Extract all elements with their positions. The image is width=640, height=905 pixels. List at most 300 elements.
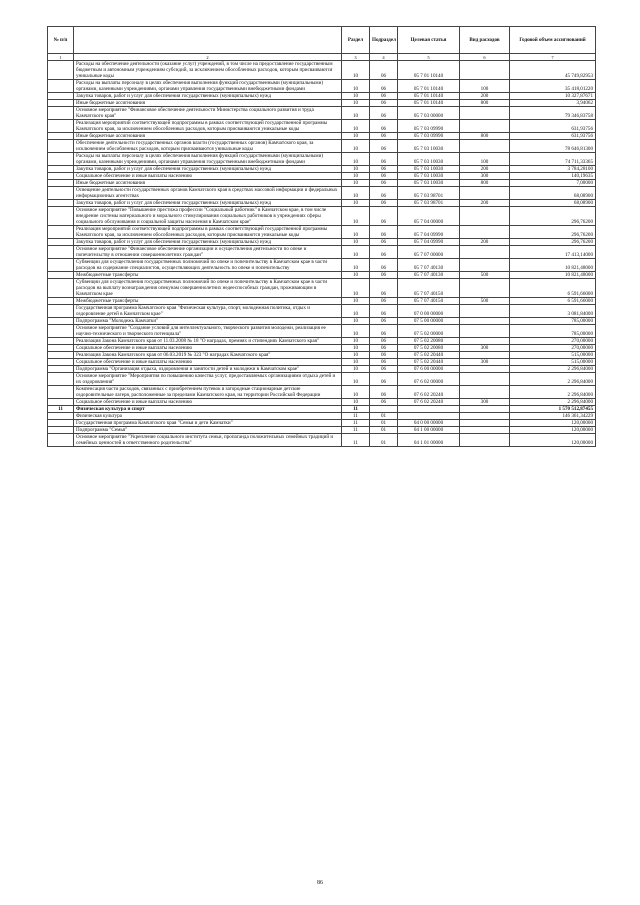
row-razdel: 10: [342, 298, 370, 305]
row-amount: 120,00000: [510, 420, 596, 427]
row-podrazdel: 01: [370, 413, 398, 420]
row-expense-type: 200: [460, 200, 510, 207]
table-row: [48, 399, 596, 406]
row-expense-type: 500: [460, 298, 510, 305]
row-expense-type: 100: [460, 153, 510, 166]
row-target-article: 05 7 03 10030: [398, 153, 460, 166]
row-razdel: 10: [342, 352, 370, 359]
row-amount: 631,93756: [510, 133, 596, 140]
row-razdel: 10: [342, 133, 370, 140]
table-row: [48, 325, 596, 338]
row-number: [48, 338, 74, 345]
table-row: [48, 406, 596, 413]
row-target-article: 05 7 03 98701: [398, 200, 460, 207]
row-amount: 2 296,84000: [510, 366, 596, 373]
row-razdel: 10: [342, 107, 370, 120]
row-target-article: 05 7 01 10140: [398, 61, 460, 80]
row-expense-type: [460, 386, 510, 399]
table-row: [48, 120, 596, 133]
row-number: [48, 226, 74, 239]
row-number: [48, 80, 74, 93]
row-expense-type: [460, 420, 510, 427]
row-name: Основное мероприятие "Финансовое обеспечение деятельности Министерства социального развития и труда Камчатского края": [74, 107, 342, 120]
table-row: [48, 187, 596, 200]
row-target-article: 05 7 07 40150: [398, 298, 460, 305]
row-expense-type: 200: [460, 239, 510, 246]
row-name: Основное мероприятие "Укрепление социального института семьи, пропаганда положительных семейных традиций и семейных ценностей в ответственного родительства": [74, 434, 342, 447]
table-row: [48, 259, 596, 272]
row-razdel: 10: [342, 80, 370, 93]
row-amount: 515,00000: [510, 352, 596, 359]
row-razdel: 10: [342, 345, 370, 352]
row-podrazdel: 06: [370, 133, 398, 140]
row-razdel: 10: [342, 166, 370, 173]
table-row: [48, 107, 596, 120]
row-number: [48, 352, 74, 359]
row-number: [48, 366, 74, 373]
row-amount: 270,00000: [510, 345, 596, 352]
row-number: [48, 345, 74, 352]
row-number: [48, 298, 74, 305]
table-row: [48, 180, 596, 187]
row-razdel: 10: [342, 173, 370, 180]
row-amount: 120,00000: [510, 434, 596, 447]
row-target-article: 05 7 03 09990: [398, 120, 460, 133]
row-target-article: 07 5 00 00000: [398, 318, 460, 325]
table-row: [48, 420, 596, 427]
table-row: [48, 305, 596, 318]
row-name: Межбюджетные трансферты: [74, 298, 342, 305]
row-razdel: 10: [342, 279, 370, 298]
row-expense-type: [460, 352, 510, 359]
row-razdel: 11: [342, 427, 370, 434]
row-number: [48, 420, 74, 427]
row-name: Социальное обеспечение и иные выплаты населению: [74, 399, 342, 406]
row-amount: 79 346,83758: [510, 107, 596, 120]
row-target-article: 07 5 02 20440: [398, 352, 460, 359]
header-podrazdel: Подраздел: [370, 27, 398, 54]
row-target-article: 04 1 00 00000: [398, 427, 460, 434]
row-target-article: 04 0 00 00000: [398, 420, 460, 427]
row-razdel: 10: [342, 140, 370, 153]
row-amount: 74 711,33365: [510, 153, 596, 166]
row-name: Компенсация части расходов, связанных с приобретением путевок в загородные стационарные детские оздоровительные лагеря, расположенные за пределами Камчатского края, на территории Российской Федерации: [74, 386, 342, 399]
row-expense-type: [460, 427, 510, 434]
row-podrazdel: 06: [370, 226, 398, 239]
row-number: [48, 120, 74, 133]
row-amount: 2 296,84000: [510, 386, 596, 399]
row-amount: 68,08900: [510, 200, 596, 207]
table-row: [48, 318, 596, 325]
row-target-article: [398, 406, 460, 413]
row-target-article: 07 5 02 20440: [398, 359, 460, 366]
row-number: [48, 100, 74, 107]
row-expense-type: [460, 373, 510, 386]
row-name: Реализация Закона Камчатского края от 06.03.2019 № 323 "О наградах Камчатского края": [74, 352, 342, 359]
row-number: [48, 259, 74, 272]
row-razdel: 11: [342, 406, 370, 413]
row-name: Основное мероприятие "Мероприятия по повышению качества услуг, предоставляемых организациями отдыха детей и их оздоровления": [74, 373, 342, 386]
row-podrazdel: 06: [370, 305, 398, 318]
row-name: Подпрограмма "Организация отдыха, оздоровления и занятости детей и молодежи в Камчатском крае": [74, 366, 342, 373]
table-row: [48, 338, 596, 345]
row-amount: 296,76200: [510, 207, 596, 226]
row-target-article: 07 5 02 00000: [398, 325, 460, 338]
row-expense-type: [460, 187, 510, 200]
row-amount: 17 413,14000: [510, 246, 596, 259]
row-amount: 296,76200: [510, 239, 596, 246]
row-amount: 10 821,48000: [510, 259, 596, 272]
row-podrazdel: 06: [370, 373, 398, 386]
row-amount: 140,19635: [510, 173, 596, 180]
row-amount: 3,94062: [510, 100, 596, 107]
row-number: [48, 107, 74, 120]
row-razdel: 10: [342, 239, 370, 246]
table-row: [48, 133, 596, 140]
table-row: [48, 80, 596, 93]
row-podrazdel: 06: [370, 345, 398, 352]
row-target-article: 05 7 03 10030: [398, 173, 460, 180]
row-number: [48, 434, 74, 447]
row-name: Социальное обеспечение и иные выплаты населению: [74, 345, 342, 352]
row-target-article: 05 7 03 00000: [398, 107, 460, 120]
row-podrazdel: 06: [370, 272, 398, 279]
row-name: Закупка товаров, работ и услуг для обеспечения государственных (муниципальных) нужд: [74, 200, 342, 207]
row-podrazdel: 06: [370, 399, 398, 406]
row-podrazdel: 06: [370, 279, 398, 298]
table-row: [48, 359, 596, 366]
table-row: [48, 239, 596, 246]
row-amount: 1 570 512,87455: [510, 406, 596, 413]
header-name: [74, 27, 342, 54]
row-target-article: 07 0 00 00000: [398, 305, 460, 318]
row-name: Физическая культура и спорт: [74, 406, 342, 413]
table-row: [48, 434, 596, 447]
budget-table: [47, 26, 596, 447]
row-target-article: 07 6 00 00000: [398, 366, 460, 373]
table-row: [48, 100, 596, 107]
row-podrazdel: 06: [370, 166, 398, 173]
row-name: Закупка товаров, работ и услуг для обеспечения государственных (муниципальных) нужд: [74, 239, 342, 246]
row-podrazdel: 06: [370, 140, 398, 153]
row-target-article: 07 6 02 00000: [398, 373, 460, 386]
row-amount: 515,00000: [510, 359, 596, 366]
row-name: Физическая культура: [74, 413, 342, 420]
row-expense-type: [460, 120, 510, 133]
table-row: [48, 366, 596, 373]
row-name: Закупка товаров, работ и услуг для обеспечения государственных (муниципальных) нужд: [74, 166, 342, 173]
row-amount: 68,08900: [510, 187, 596, 200]
row-razdel: 10: [342, 373, 370, 386]
row-amount: 146 361,34229: [510, 413, 596, 420]
row-name: Иные бюджетные ассигнования: [74, 133, 342, 140]
row-name: Основное мероприятие "Повышение престижа профессии "Социальный работник" в Камчатском крае, в том числе внедрение системы материального и морального стимулирования социальных работников в учреждениях сферы социального обслуживания и социальной защиты населения в Камчатском крае": [74, 207, 342, 226]
table-row: [48, 386, 596, 399]
row-podrazdel: 06: [370, 386, 398, 399]
column-number-row: [48, 54, 596, 61]
row-expense-type: [460, 413, 510, 420]
row-expense-type: [460, 107, 510, 120]
row-razdel: 10: [342, 153, 370, 166]
row-amount: 2 296,84000: [510, 399, 596, 406]
row-expense-type: [460, 140, 510, 153]
row-number: [48, 305, 74, 318]
row-number: [48, 180, 74, 187]
row-target-article: 07 5 02 20080: [398, 338, 460, 345]
row-razdel: 10: [342, 259, 370, 272]
row-expense-type: 300: [460, 359, 510, 366]
row-amount: 785,00000: [510, 325, 596, 338]
row-podrazdel: 06: [370, 107, 398, 120]
row-razdel: 10: [342, 325, 370, 338]
row-name: Реализация мероприятий соответствующей подпрограммы в рамках соответствующей государственной программы Камчатского края, за исключением обособленных расходов, которым присваиваются уникальные коды: [74, 120, 342, 133]
row-razdel: 10: [342, 100, 370, 107]
row-number: [48, 93, 74, 100]
table-row: [48, 200, 596, 207]
row-expense-type: [460, 279, 510, 298]
row-expense-type: 800: [460, 133, 510, 140]
row-target-article: [398, 413, 460, 420]
row-target-article: 05 7 07 40150: [398, 279, 460, 298]
row-number: [48, 386, 74, 399]
row-target-article: 05 7 01 10140: [398, 80, 460, 93]
row-expense-type: 300: [460, 399, 510, 406]
row-expense-type: 800: [460, 180, 510, 187]
row-expense-type: [460, 338, 510, 345]
row-podrazdel: 06: [370, 325, 398, 338]
row-expense-type: [460, 61, 510, 80]
row-amount: 3 784,28100: [510, 166, 596, 173]
header-expense-type: Вид расходов: [460, 27, 510, 54]
row-expense-type: [460, 406, 510, 413]
row-podrazdel: 01: [370, 434, 398, 447]
row-target-article: 05 7 04 09990: [398, 239, 460, 246]
row-name: Субвенции для осуществления государственных полномочий по опеке и попечительству в Камчатском крае в части расходов на выплату вознаграждения опекунам совершеннолетних недееспособных граждан, проживающим в Камчатском крае: [74, 279, 342, 298]
header-annual-amount: Годовой объем ассигнований: [510, 27, 596, 54]
row-target-article: 05 7 03 98701: [398, 187, 460, 200]
row-podrazdel: 06: [370, 120, 398, 133]
row-amount: 631,93756: [510, 120, 596, 133]
row-expense-type: [460, 246, 510, 259]
row-target-article: 05 7 03 10030: [398, 180, 460, 187]
row-podrazdel: 06: [370, 61, 398, 80]
row-number: [48, 318, 74, 325]
row-name: Реализация Закона Камчатского края от 11.03.2008 № 18 "О наградах, премиях и стипендиях Камчатского края": [74, 338, 342, 345]
header-razdel: Раздел: [342, 27, 370, 54]
row-razdel: 10: [342, 61, 370, 80]
row-target-article: 07 6 02 20240: [398, 399, 460, 406]
table-row: [48, 352, 596, 359]
row-podrazdel: [370, 406, 398, 413]
row-razdel: 10: [342, 386, 370, 399]
row-target-article: 04 1 01 00000: [398, 434, 460, 447]
table-row: [48, 272, 596, 279]
row-expense-type: 200: [460, 93, 510, 100]
table-row: [48, 427, 596, 434]
row-podrazdel: 06: [370, 352, 398, 359]
header-num: № п/п: [48, 27, 74, 54]
row-number: [48, 359, 74, 366]
row-number: [48, 173, 74, 180]
row-amount: 6 591,66000: [510, 298, 596, 305]
table-header-row: [48, 27, 596, 54]
row-target-article: 05 7 07 40130: [398, 272, 460, 279]
row-target-article: 07 5 02 20080: [398, 345, 460, 352]
row-razdel: 10: [342, 93, 370, 100]
row-number: [48, 133, 74, 140]
row-name: Обеспечение деятельности государственных органов власти (государственных органов) Камчатского края, за исключением обособленных расходов, которым присваиваются уникальные коды: [74, 140, 342, 153]
column-number: 4: [370, 54, 398, 61]
row-number: [48, 153, 74, 166]
row-expense-type: 300: [460, 345, 510, 352]
table-body: [48, 61, 596, 447]
row-expense-type: 200: [460, 166, 510, 173]
row-amount: 10 327,87671: [510, 93, 596, 100]
row-name: Государственная программа Камчатского края "Физическая культура, спорт, молодежная политика, отдых и оздоровление детей в Камчатском крае": [74, 305, 342, 318]
row-amount: 296,76200: [510, 226, 596, 239]
row-name: Закупка товаров, работ и услуг для обеспечения государственных (муниципальных) нужд: [74, 93, 342, 100]
row-amount: 270,00000: [510, 338, 596, 345]
row-number: [48, 413, 74, 420]
row-target-article: 05 7 04 00000: [398, 207, 460, 226]
row-name: Расходы на обеспечение деятельности (оказание услуг) учреждений, в том числе на предоставление государственным бюджетным и автономным учреждениям субсидий, за исключением обособленных расходов, которым присваиваются уникальные коды: [74, 61, 342, 80]
row-amount: 10 821,48000: [510, 272, 596, 279]
row-razdel: 10: [342, 399, 370, 406]
table-row: [48, 140, 596, 153]
row-podrazdel: 06: [370, 187, 398, 200]
row-name: Расходы на выплаты персоналу в целях обеспечения выполнения функций государственными (муниципальными) органами, казенными учреждениями, органами управления государственными внебюджетными фондами: [74, 153, 342, 166]
table-row: [48, 93, 596, 100]
table-row: [48, 373, 596, 386]
row-expense-type: [460, 226, 510, 239]
row-razdel: 10: [342, 180, 370, 187]
row-expense-type: 100: [460, 80, 510, 93]
row-target-article: 05 7 07 00000: [398, 246, 460, 259]
row-podrazdel: 06: [370, 173, 398, 180]
row-podrazdel: 06: [370, 80, 398, 93]
row-number: [48, 166, 74, 173]
row-name: Субвенции для осуществления государственных полномочий по опеке и попечительству в Камчатском крае в части расходов на содержание специалистов, осуществляющих деятельность по опеке и попечительству: [74, 259, 342, 272]
row-podrazdel: 06: [370, 338, 398, 345]
row-razdel: 10: [342, 187, 370, 200]
row-podrazdel: 06: [370, 93, 398, 100]
row-target-article: 05 7 04 09990: [398, 226, 460, 239]
row-number: [48, 239, 74, 246]
row-amount: 785,00000: [510, 318, 596, 325]
table-row: [48, 246, 596, 259]
row-razdel: 10: [342, 246, 370, 259]
row-podrazdel: 06: [370, 259, 398, 272]
row-expense-type: [460, 318, 510, 325]
row-expense-type: [460, 207, 510, 226]
row-razdel: 10: [342, 359, 370, 366]
row-number: [48, 279, 74, 298]
table-row: [48, 298, 596, 305]
row-podrazdel: 01: [370, 427, 398, 434]
row-podrazdel: 06: [370, 207, 398, 226]
row-name: Государственная программа Камчатского края "Семья и дети Камчатки": [74, 420, 342, 427]
row-number: [48, 399, 74, 406]
row-razdel: 10: [342, 120, 370, 133]
row-razdel: 10: [342, 226, 370, 239]
row-amount: 3 081,84000: [510, 305, 596, 318]
row-razdel: 10: [342, 318, 370, 325]
column-number: 5: [398, 54, 460, 61]
row-number: [48, 246, 74, 259]
row-expense-type: [460, 305, 510, 318]
row-expense-type: [460, 325, 510, 338]
row-podrazdel: 06: [370, 359, 398, 366]
row-name: Расходы на выплаты персоналу в целях обеспечения выполнения функций государственными (муниципальными) органами, казенными учреждениями, органами управления государственными внебюджетными фондами: [74, 80, 342, 93]
row-number: [48, 187, 74, 200]
row-name: Основное мероприятие "Финансовое обеспечение организации и осуществления деятельности по опеке и попечительству в отношении совершеннолетних граждан": [74, 246, 342, 259]
row-amount: 7,00000: [510, 180, 596, 187]
table-row: [48, 166, 596, 173]
row-name: Социальное обеспечение и иные выплаты населению: [74, 173, 342, 180]
row-podrazdel: 06: [370, 200, 398, 207]
row-razdel: 10: [342, 366, 370, 373]
row-amount: 45 749,82953: [510, 61, 596, 80]
row-target-article: 05 7 07 40130: [398, 259, 460, 272]
row-expense-type: 800: [460, 100, 510, 107]
row-expense-type: [460, 434, 510, 447]
row-podrazdel: 06: [370, 246, 398, 259]
row-target-article: 05 7 01 10140: [398, 100, 460, 107]
row-number: [48, 200, 74, 207]
row-number: [48, 427, 74, 434]
row-razdel: 10: [342, 305, 370, 318]
row-razdel: 11: [342, 420, 370, 427]
page-number: 86: [317, 880, 323, 886]
row-number: 11: [48, 406, 74, 413]
header-target-article: Целевая статья: [398, 27, 460, 54]
table-row: [48, 153, 596, 166]
column-number: 1: [48, 54, 74, 61]
table-row: [48, 345, 596, 352]
row-expense-type: [460, 259, 510, 272]
row-podrazdel: 06: [370, 318, 398, 325]
row-amount: 78 646,81300: [510, 140, 596, 153]
row-name: Подпрограмма "Молодежь Камчатки": [74, 318, 342, 325]
table-row: [48, 173, 596, 180]
row-amount: 35 418,01220: [510, 80, 596, 93]
row-podrazdel: 06: [370, 298, 398, 305]
row-podrazdel: 06: [370, 180, 398, 187]
row-podrazdel: 06: [370, 153, 398, 166]
row-expense-type: 500: [460, 272, 510, 279]
row-target-article: 07 6 02 20240: [398, 386, 460, 399]
row-number: [48, 61, 74, 80]
row-number: [48, 373, 74, 386]
row-podrazdel: 06: [370, 366, 398, 373]
row-expense-type: 300: [460, 173, 510, 180]
row-name: Иные бюджетные ассигнования: [74, 180, 342, 187]
table-row: [48, 207, 596, 226]
row-razdel: 10: [342, 200, 370, 207]
table-row: [48, 413, 596, 420]
row-name: Межбюджетные трансферты: [74, 272, 342, 279]
row-podrazdel: 01: [370, 420, 398, 427]
row-target-article: 05 7 03 10030: [398, 166, 460, 173]
row-name: Социальное обеспечение и иные выплаты населению: [74, 359, 342, 366]
column-number: 2: [74, 54, 342, 61]
row-number: [48, 140, 74, 153]
row-razdel: 10: [342, 338, 370, 345]
row-podrazdel: 06: [370, 100, 398, 107]
table-row: [48, 279, 596, 298]
row-amount: 2 296,84000: [510, 373, 596, 386]
table-row: [48, 226, 596, 239]
